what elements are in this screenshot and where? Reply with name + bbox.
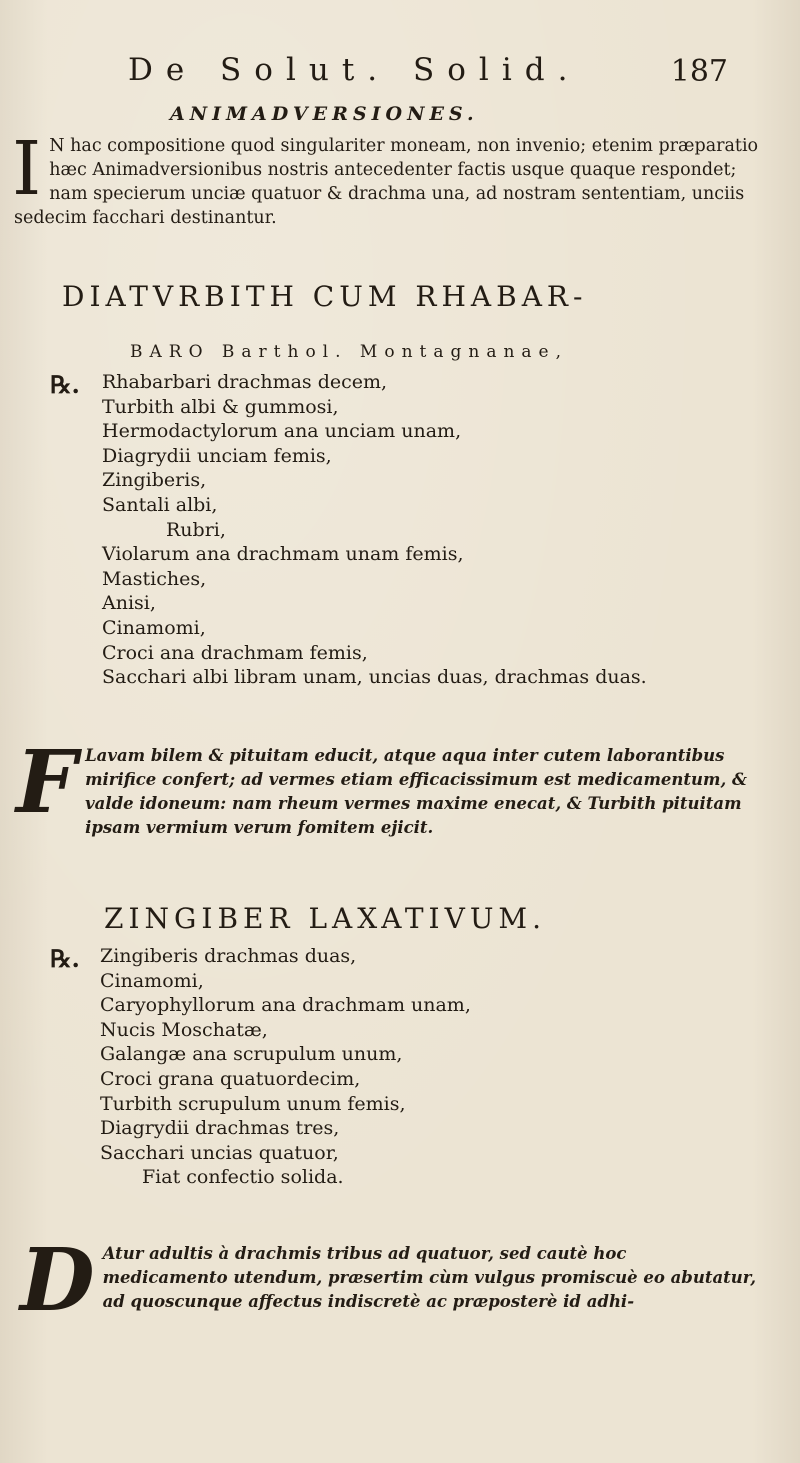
- ingredient-line: Santali albi,: [102, 493, 218, 516]
- ingredient-line: Zingiberis drachmas duas,: [100, 945, 357, 967]
- recipe1-note-paragraph: [16, 732, 758, 840]
- recipe1-note-text: Lavam bilem & pituitam educit, atque aqua inter cutem laborantibus mirifice confert; ad vermes etiam efficacissimum est medicamentum, & valde idoneum: nam rheum vermes maxime enecat, & Turbith pituitam ipsam vermium verum fomitem ejicit.: [85, 746, 747, 837]
- recipe-rx-icon: ℞.: [50, 370, 80, 399]
- ingredient-line: Fiat confectio solida.: [142, 1166, 344, 1189]
- ingredient-line: Caryophyllorum ana drachmam unam,: [100, 994, 471, 1017]
- drop-cap-f: F: [16, 732, 78, 833]
- ingredient-line: Violarum ana drachmam unam femis,: [102, 543, 464, 566]
- ingredient-line: Cinamomi,: [102, 616, 206, 639]
- running-head-title: De Solut. Solid.: [128, 52, 581, 88]
- recipe1-ingredient-list: [102, 370, 647, 690]
- ingredient-line: Turbith albi & gummosi,: [102, 395, 339, 418]
- recipe2-note-text: Atur adultis à drachmis tribus ad quatuor, sed cautè hoc medicamento utendum, præsertim cùm vulgus promiscuè eo abutatur, ad quoscunque affectus indiscretè ac præposterè id adhi-: [102, 1244, 757, 1311]
- ingredient-line: Mastiches,: [102, 567, 207, 590]
- ingredient-line: Zingiberis,: [102, 469, 207, 492]
- recipe2-heading: ZINGIBER LAXATIVUM.: [104, 902, 547, 935]
- ingredient-line: Sacchari albi libram unam, uncias duas, drachmas duas.: [102, 666, 647, 689]
- ingredient-line: Anisi,: [102, 592, 156, 615]
- ingredient-line: Cinamomi,: [100, 969, 204, 992]
- animadversiones-paragraph: [12, 126, 762, 230]
- section-title-animadversiones: ANIMADVERSIONES.: [170, 103, 479, 125]
- recipe2-ingredient-list: [100, 944, 471, 1190]
- recipe1-heading: DIATVRBITH CUM RHABAR-: [62, 280, 588, 313]
- recipe-rx-icon: ℞.: [50, 944, 80, 973]
- running-head: [128, 48, 728, 92]
- ingredient-line: Turbith scrupulum unum femis,: [100, 1092, 406, 1115]
- ingredient-line: Croci grana quatuordecim,: [100, 1067, 361, 1090]
- ingredient-line: Croci ana drachmam femis,: [102, 641, 368, 664]
- page-number: 187: [670, 54, 728, 89]
- ingredient-line: Rubri,: [166, 518, 226, 541]
- ingredient-line: Sacchari uncias quatuor,: [100, 1141, 339, 1164]
- drop-cap-d: D: [20, 1230, 95, 1331]
- ingredient-line: Hermodactylorum ana unciam unam,: [102, 420, 462, 443]
- ingredient-line: Diagrydii unciam femis,: [102, 444, 332, 467]
- recipe1-subheading: BARO Barthol. Montagnanae,: [130, 342, 568, 362]
- ingredient-line: Nucis Moschatæ,: [100, 1018, 268, 1041]
- ingredient-line: Galangæ ana scrupulum unum,: [100, 1043, 403, 1066]
- ingredient-line: Rhabarbari drachmas decem,: [102, 371, 388, 393]
- recipe2-note-paragraph: [20, 1230, 757, 1331]
- ingredient-line: Diagrydii drachmas tres,: [100, 1117, 340, 1140]
- animadversiones-text: N hac compositione quod singulariter moneam, non invenio; etenim præparatio hæc Animadversionibus nostris antecedenter factis usque quaque respondet; nam specierum unciæ quatuor & drachma una, ad nostram sententiam, unciis sedecim facchari destinantur.: [14, 136, 759, 228]
- drop-cap-i: I: [12, 126, 42, 212]
